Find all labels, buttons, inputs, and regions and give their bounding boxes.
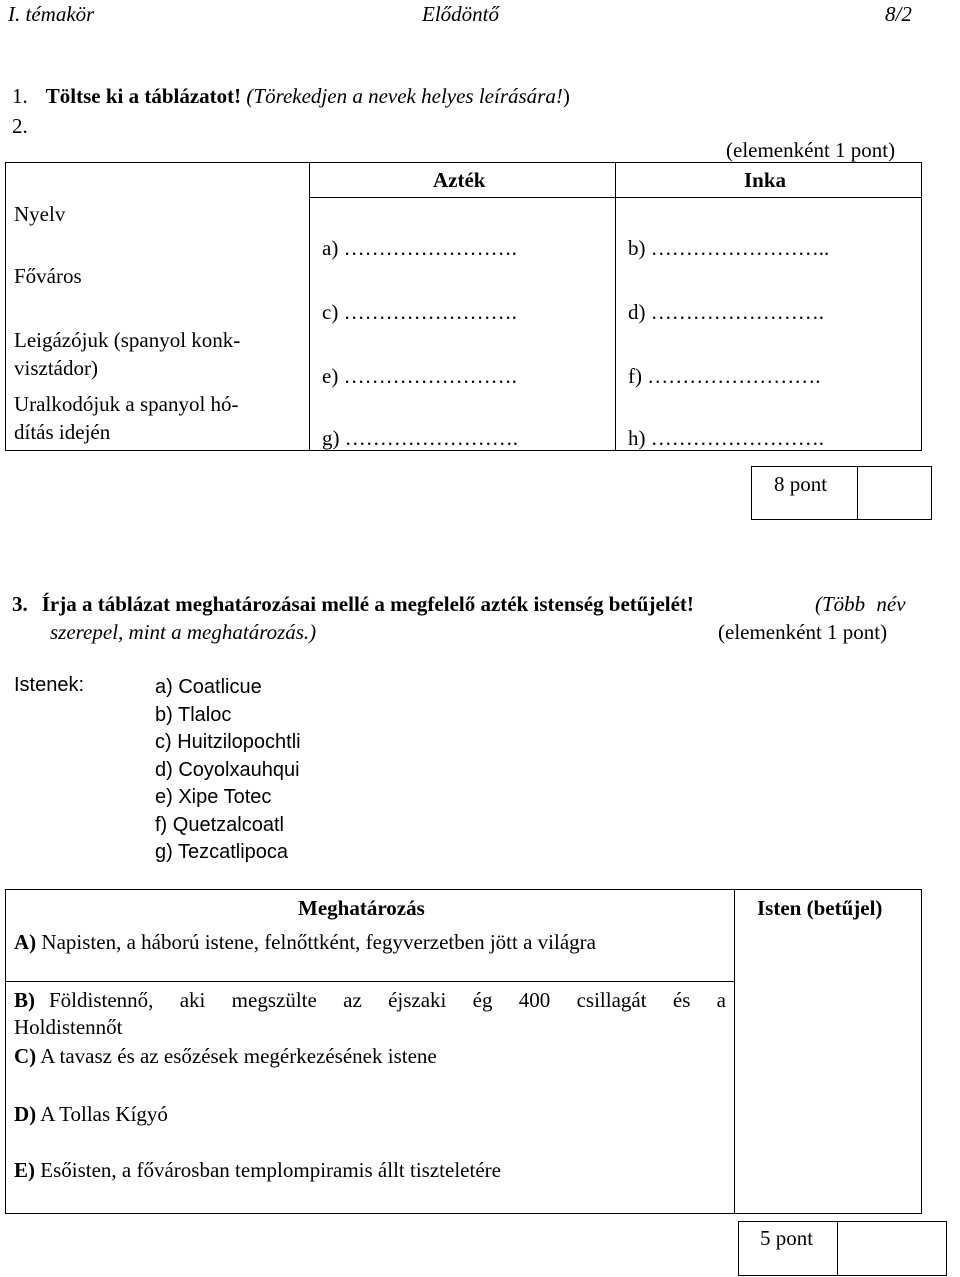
god-item: a) Coatlicue: [155, 676, 262, 698]
task3-note-line2: szerepel, mint a meghatározás.): [50, 620, 317, 644]
definition-text-continued: Holdistennőt: [14, 1015, 123, 1039]
answer-d-field[interactable]: [628, 300, 824, 325]
task3-title: [12, 592, 694, 617]
definition-row-d: [14, 1102, 168, 1127]
answer-g-dots: …………………….: [344, 426, 518, 450]
column-header-inca: Inka: [744, 168, 787, 192]
task3-score-label: 5 pont: [760, 1226, 814, 1250]
definition-letter: B): [14, 988, 35, 1012]
answer-g-field[interactable]: [322, 426, 518, 451]
row-label-ruler: [14, 390, 239, 446]
answer-b-dots: ……………………..: [650, 236, 830, 260]
answer-c-label: c): [322, 300, 339, 324]
task3-score-input[interactable]: [840, 1224, 944, 1273]
definition-text: Földistennő, aki megszülte az éjszaki ég 400 csillagát és a: [49, 988, 726, 1012]
definition-row-e: [14, 1158, 501, 1183]
task2-number: 2.: [12, 114, 28, 138]
row-label-ruler-line2: dítás idején: [14, 420, 111, 444]
definition-text: A tavasz és az esőzések megérkezésének istene: [40, 1044, 437, 1068]
task1-instruction: Töltse ki a táblázatot!: [45, 84, 242, 108]
task1-note-close: ): [562, 84, 570, 108]
task3-note-line1: (Több név: [815, 592, 906, 616]
row-label-language: Nyelv: [14, 202, 66, 226]
answer-a-label: a): [322, 236, 339, 260]
answer-d-label: d): [628, 300, 646, 324]
definition-text: A Tollas Kígyó: [40, 1102, 168, 1126]
column-header-aztec: Azték: [433, 168, 486, 192]
task1-score-label: 8 pont: [774, 472, 828, 496]
answer-g-label: g): [322, 426, 340, 450]
definition-letter: D): [14, 1102, 37, 1126]
task1-score-input[interactable]: [860, 469, 928, 517]
god-letter-input-c[interactable]: [738, 1040, 918, 1090]
definition-text: Napisten, a háború istene, felnőttként, fegyverzetben jött a világra: [41, 930, 596, 954]
god-item: f) Quetzalcoatl: [155, 813, 284, 836]
god-letter-input-d[interactable]: [738, 1095, 918, 1145]
row-label-conqueror: [14, 326, 240, 382]
answer-f-dots: …………………….: [647, 364, 821, 388]
column-header-god-letter: Isten (betűjel): [757, 896, 883, 920]
task1-number: 1.: [12, 84, 28, 108]
god-item: d) Coyolxauhqui: [155, 758, 300, 781]
definition-letter: E): [14, 1158, 35, 1182]
header-page-number: 8/2: [885, 2, 912, 26]
answer-e-label: e): [322, 364, 339, 388]
god-item: c) Huitzilopochtli: [155, 731, 301, 753]
row-label-conqueror-line1: Leigázójuk (spanyol konk-: [14, 328, 241, 352]
answer-e-dots: …………………….: [343, 364, 517, 388]
task3-number: 3.: [12, 592, 28, 616]
task3-points-note: (elemenként 1 pont): [718, 620, 888, 644]
god-item: b) Tlaloc: [155, 703, 232, 726]
answer-b-field[interactable]: [628, 236, 829, 261]
definition-text: Esőisten, a fővárosban templompiramis állt tiszteletére: [40, 1158, 501, 1182]
god-item: g) Tezcatlipoca: [155, 841, 289, 863]
task3-instruction: Írja a táblázat meghatározásai mellé a megfelelő azték istenség betűjelét!: [41, 592, 694, 616]
header-round: Elődöntő: [422, 2, 499, 26]
gods-list: [155, 674, 301, 867]
answer-f-label: f): [628, 364, 642, 388]
god-letter-input-b[interactable]: [738, 985, 918, 1035]
definition-row-b: [14, 988, 726, 1040]
answer-h-dots: …………………….: [650, 426, 824, 450]
column-header-definition: Meghatározás: [298, 896, 425, 920]
answer-h-label: h): [628, 426, 646, 450]
answer-h-field[interactable]: [628, 426, 824, 451]
task1-points-note: (elemenként 1 pont): [726, 138, 896, 162]
definition-row-a: [14, 930, 596, 955]
definition-letter: C): [14, 1044, 37, 1068]
answer-b-label: b): [628, 236, 646, 260]
answer-d-dots: …………………….: [650, 300, 824, 324]
row-label-conqueror-line2: visztádor): [14, 356, 98, 380]
row-label-ruler-line1: Uralkodójuk a spanyol hó-: [14, 392, 239, 416]
definition-row-c: [14, 1044, 437, 1069]
answer-e-field[interactable]: [322, 364, 517, 389]
answer-c-dots: …………………….: [343, 300, 517, 324]
answer-a-dots: …………………….: [343, 236, 517, 260]
god-letter-input-a[interactable]: [738, 930, 918, 978]
answer-a-field[interactable]: [322, 236, 517, 261]
god-letter-input-e[interactable]: [738, 1150, 918, 1205]
answer-f-field[interactable]: [628, 364, 821, 389]
definition-letter: A): [14, 930, 37, 954]
task1-title: [12, 84, 570, 109]
god-item: e) Xipe Totec: [155, 786, 272, 808]
row-label-capital: Főváros: [14, 264, 82, 288]
task1-note: (Törekedjen a nevek helyes leírására!: [246, 84, 563, 108]
answer-c-field[interactable]: [322, 300, 517, 325]
header-topic: I. témakör: [8, 2, 95, 26]
gods-label: Istenek:: [14, 674, 85, 696]
